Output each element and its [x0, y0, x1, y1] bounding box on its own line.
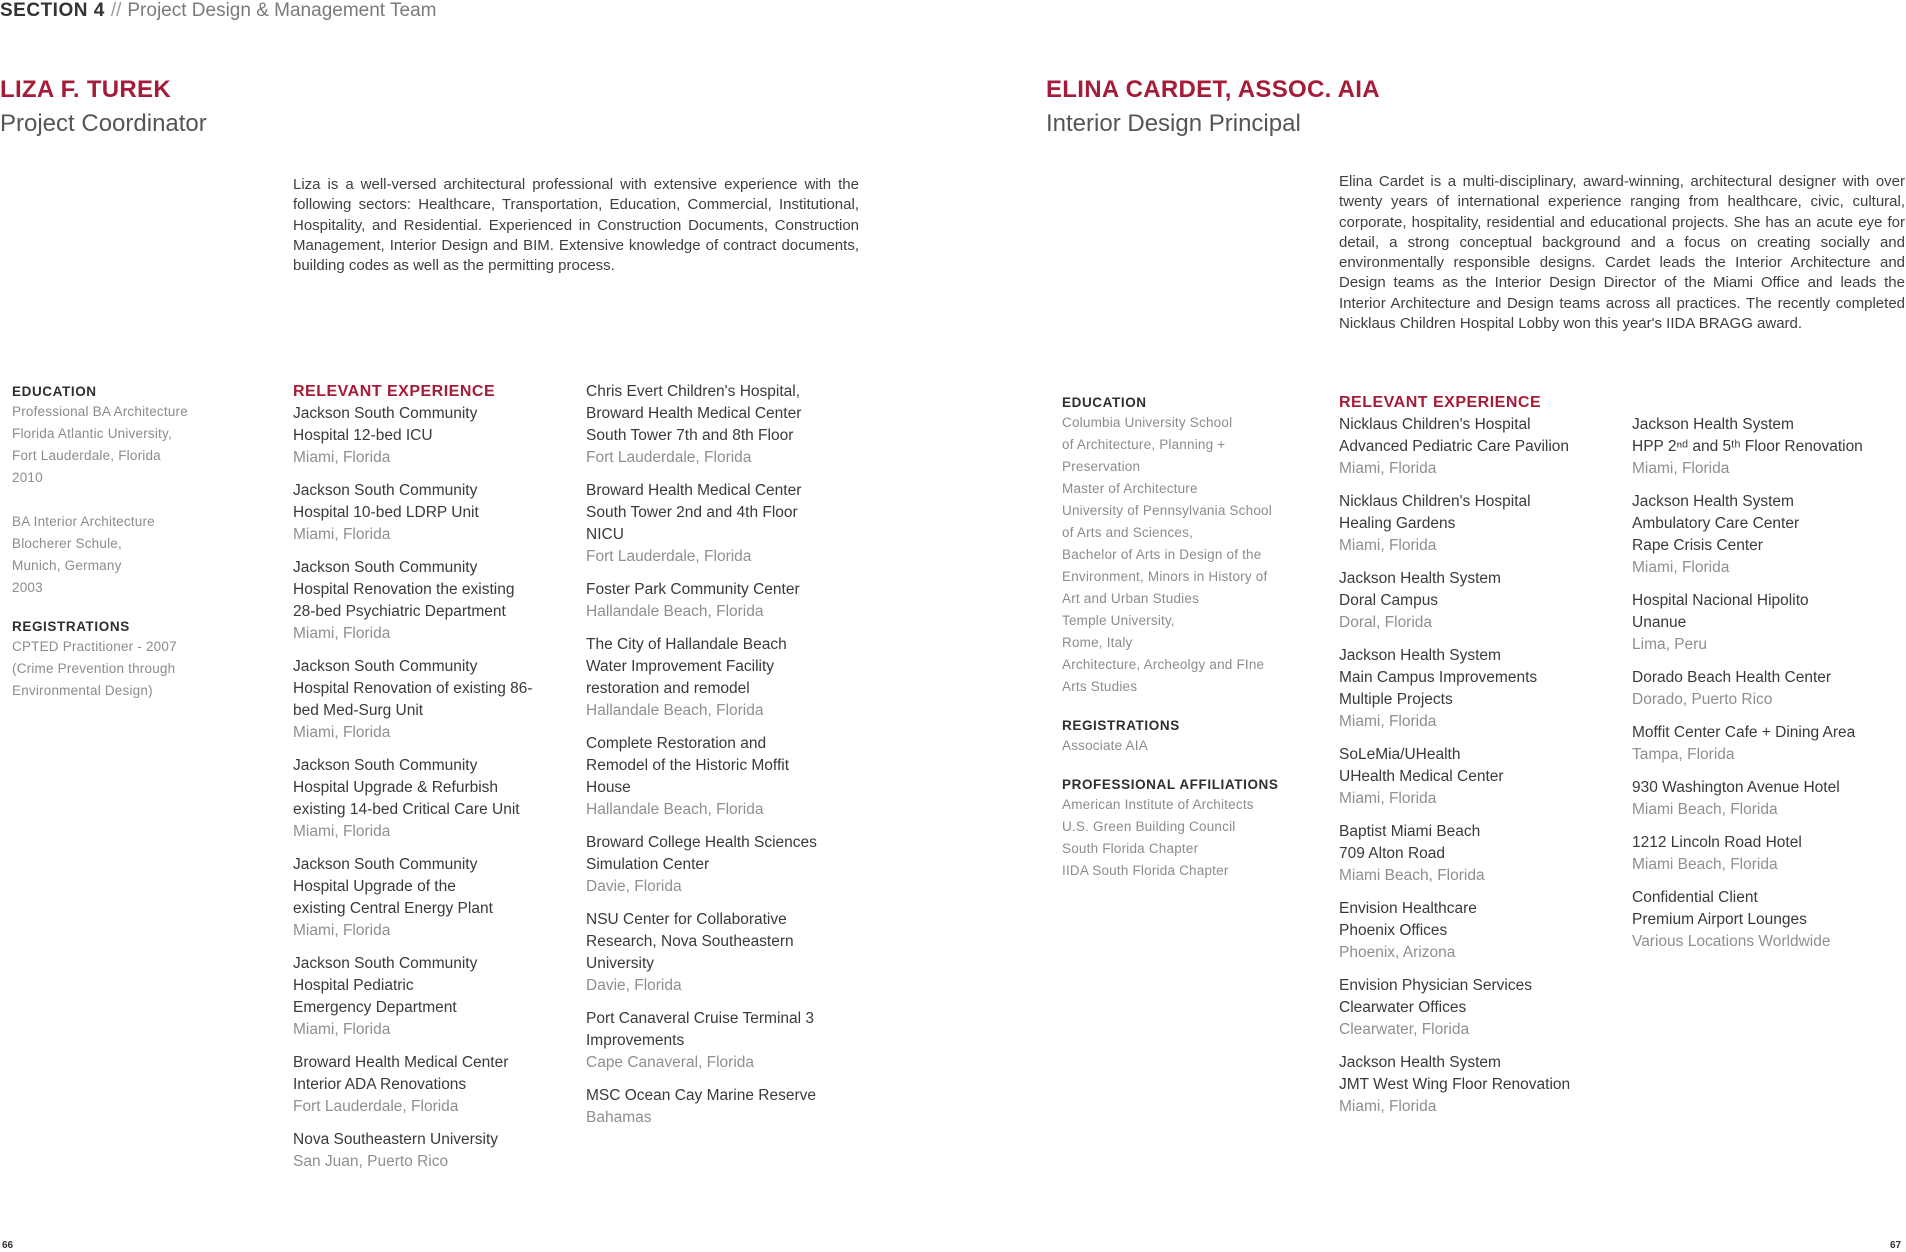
project-title: Jackson South Community Hospital Upgrade of the existing Central Energy Plant — [293, 856, 493, 917]
project-item — [586, 1085, 871, 1129]
project-location: Davie, Florida — [586, 878, 682, 895]
left-sidebar — [12, 384, 242, 702]
project-item — [586, 579, 871, 623]
project-item — [586, 832, 871, 898]
project-title: Broward College Health Sciences Simulation Center — [586, 834, 817, 873]
reg-line: Associate AIA — [1062, 738, 1148, 753]
project-item — [1632, 491, 1904, 579]
project-location: Various Locations Worldwide — [1632, 933, 1831, 950]
project-location: Miami, Florida — [293, 449, 391, 466]
left-person-name: LIZA F. TUREK — [0, 76, 171, 103]
project-item — [1632, 777, 1904, 821]
project-location: Phoenix, Arizona — [1339, 944, 1456, 961]
project-title: Jackson Health System Main Campus Improvements Multiple Projects — [1339, 647, 1538, 708]
left-experience-heading: RELEVANT EXPERIENCE — [293, 383, 496, 400]
reg-line: (Crime Prevention through — [12, 661, 176, 676]
edu-line: Blocherer Schule, — [12, 536, 122, 551]
edu-line: Temple University, — [1062, 613, 1175, 628]
project-title: Jackson South Community Hospital Upgrade & Refurbish existing 14-bed Critical Care Unit — [293, 757, 520, 818]
project-location: Bahamas — [586, 1109, 652, 1126]
edu-line: of Architecture, Planning + — [1062, 437, 1226, 452]
project-title: Moffit Center Cafe + Dining Area — [1632, 724, 1856, 741]
project-item — [1339, 975, 1629, 1041]
project-title: Jackson Health System Ambulatory Care Center Rape Crisis Center — [1632, 493, 1800, 554]
project-item — [293, 1129, 578, 1173]
left-bio: Liza is a well-versed architectural professional with extensive experience with the following sectors: Healthcare, Transportation, Education, Commercial, Institutional, Hospitality, and Residential. Experienced in Construction Documents, Construction Management, Interior Design and BIM. Extensive knowledge of contract documents, building codes as well as the permitting process. — [293, 176, 859, 275]
project-item — [586, 480, 871, 568]
project-item — [293, 854, 578, 942]
project-item — [293, 656, 578, 744]
project-title: The City of Hallandale Beach Water Improvement Facility restoration and remodel — [586, 636, 787, 697]
edu-line: Florida Atlantic University, — [12, 426, 172, 441]
project-title: Jackson South Community Hospital 12-bed ICU — [293, 405, 478, 444]
project-title: Confidential Client Premium Airport Lounges — [1632, 889, 1807, 928]
project-title: Envision Physician Services Clearwater Offices — [1339, 977, 1532, 1016]
project-title: Broward Health Medical Center Interior ADA Renovations — [293, 1054, 509, 1093]
affiliation-line: IIDA South Florida Chapter — [1062, 863, 1229, 878]
project-location: Fort Lauderdale, Florida — [586, 548, 752, 565]
project-title: Hospital Nacional Hipolito Unanue — [1632, 592, 1809, 631]
project-location: Fort Lauderdale, Florida — [293, 1098, 459, 1115]
project-location: Dorado, Puerto Rico — [1632, 691, 1773, 708]
project-title: Baptist Miami Beach 709 Alton Road — [1339, 823, 1481, 862]
edu-line: Columbia University School — [1062, 415, 1233, 430]
project-location: Miami, Florida — [1339, 1098, 1437, 1115]
left-person-role: Project Coordinator — [0, 110, 207, 137]
edu-line: 2003 — [12, 580, 43, 595]
affiliation-line: U.S. Green Building Council — [1062, 819, 1236, 834]
right-person-name: ELINA CARDET, ASSOC. AIA — [1046, 76, 1380, 103]
project-location: Miami, Florida — [293, 922, 391, 939]
project-item — [586, 909, 871, 997]
left-experience-col2 — [586, 381, 871, 1140]
project-location: Cape Canaveral, Florida — [586, 1054, 755, 1071]
project-title: SoLeMia/UHealth UHealth Medical Center — [1339, 746, 1504, 785]
right-education-heading: EDUCATION — [1062, 395, 1147, 410]
project-location: Miami Beach, Florida — [1339, 867, 1485, 884]
project-location: Miami, Florida — [1339, 790, 1437, 807]
project-location: Hallandale Beach, Florida — [586, 603, 764, 620]
left-education-2 — [12, 511, 242, 599]
project-item — [1632, 414, 1904, 480]
affiliation-line: American Institute of Architects — [1062, 797, 1254, 812]
project-item — [293, 557, 578, 645]
project-location: Hallandale Beach, Florida — [586, 702, 764, 719]
project-title: Jackson South Community Hospital Pediatric Emergency Department — [293, 955, 478, 1016]
project-title: Envision Healthcare Phoenix Offices — [1339, 900, 1477, 939]
project-location: Clearwater, Florida — [1339, 1021, 1470, 1038]
edu-line: Art and Urban Studies — [1062, 591, 1200, 606]
edu-line: Rome, Italy — [1062, 635, 1133, 650]
project-item — [293, 755, 578, 843]
project-title: Broward Health Medical Center South Tower 2nd and 4th Floor NICU — [586, 482, 802, 543]
project-item — [586, 1008, 871, 1074]
project-item — [1339, 645, 1629, 733]
edu-line: Master of Architecture — [1062, 481, 1198, 496]
section-header — [0, 0, 436, 22]
edu-line: Fort Lauderdale, Florida — [12, 448, 161, 463]
project-location: Miami, Florida — [1632, 559, 1730, 576]
edu-line: Arts Studies — [1062, 679, 1138, 694]
project-location: Tampa, Florida — [1632, 746, 1735, 763]
project-location: Miami, Florida — [293, 526, 391, 543]
project-item — [293, 403, 578, 469]
project-location: San Juan, Puerto Rico — [293, 1153, 449, 1170]
project-location: Miami, Florida — [1632, 460, 1730, 477]
project-item — [1339, 898, 1629, 964]
left-education-1 — [12, 401, 242, 489]
project-title: Foster Park Community Center — [586, 581, 800, 598]
right-registrations — [1062, 735, 1332, 757]
left-education-heading: EDUCATION — [12, 384, 97, 399]
edu-line: Professional BA Architecture — [12, 404, 188, 419]
project-location: Hallandale Beach, Florida — [586, 801, 764, 818]
project-location: Miami, Florida — [1339, 460, 1437, 477]
project-item — [1632, 667, 1904, 711]
project-title: Jackson South Community Hospital 10-bed LDRP Unit — [293, 482, 479, 521]
edu-line: Bachelor of Arts in Design of the — [1062, 547, 1262, 562]
page-number-right: 67 — [1890, 1240, 1902, 1251]
edu-line: BA Interior Architecture — [12, 514, 155, 529]
project-item — [293, 480, 578, 546]
section-title: Project Design & Management Team — [127, 0, 437, 21]
reg-line: Environmental Design) — [12, 683, 153, 698]
edu-line: Environment, Minors in History of — [1062, 569, 1268, 584]
edu-line: of Arts and Sciences, — [1062, 525, 1194, 540]
project-title: Jackson South Community Hospital Renovation of existing 86- bed Med-Surg Unit — [293, 658, 533, 719]
project-title: Nova Southeastern University — [293, 1131, 499, 1148]
project-item — [293, 1052, 578, 1118]
left-registrations-heading: REGISTRATIONS — [12, 619, 130, 634]
edu-line: Munich, Germany — [12, 558, 122, 573]
right-education — [1062, 412, 1332, 698]
project-location: Miami Beach, Florida — [1632, 856, 1778, 873]
project-item — [1632, 722, 1904, 766]
project-title: Nicklaus Children's Hospital Healing Gardens — [1339, 493, 1531, 532]
project-item — [1632, 887, 1904, 953]
left-registrations — [12, 636, 242, 702]
project-title: 1212 Lincoln Road Hotel — [1632, 834, 1802, 851]
project-title: 930 Washington Avenue Hotel — [1632, 779, 1840, 796]
right-registrations-heading: REGISTRATIONS — [1062, 718, 1180, 733]
project-item — [1339, 568, 1629, 634]
project-location: Miami, Florida — [293, 823, 391, 840]
project-location: Miami Beach, Florida — [1632, 801, 1778, 818]
right-experience-col1 — [1339, 414, 1629, 1129]
edu-line: Architecture, Archeolgy and FIne — [1062, 657, 1265, 672]
reg-line: CPTED Practitioner - 2007 — [12, 639, 177, 654]
project-title: Dorado Beach Health Center — [1632, 669, 1832, 686]
section-number: SECTION 4 — [0, 0, 105, 21]
edu-line: University of Pennsylvania School — [1062, 503, 1272, 518]
project-location: Lima, Peru — [1632, 636, 1707, 653]
project-location: Miami, Florida — [293, 1021, 391, 1038]
right-experience-col2 — [1632, 414, 1904, 964]
project-title: Chris Evert Children's Hospital, Broward Health Medical Center South Tower 7th and 8th Floor — [586, 383, 802, 444]
project-location: Miami, Florida — [293, 625, 391, 642]
project-item — [1339, 744, 1629, 810]
project-title: Jackson South Community Hospital Renovation the existing 28-bed Psychiatric Department — [293, 559, 515, 620]
project-title: MSC Ocean Cay Marine Reserve — [586, 1087, 816, 1104]
project-item — [586, 381, 871, 469]
project-title: NSU Center for Collaborative Research, Nova Southeastern University — [586, 911, 794, 972]
project-title: Port Canaveral Cruise Terminal 3 Improvements — [586, 1010, 815, 1049]
right-affiliations — [1062, 794, 1332, 882]
right-affiliations-heading: PROFESSIONAL AFFILIATIONS — [1062, 777, 1279, 792]
page-number-left: 66 — [2, 1240, 14, 1251]
project-item — [1632, 832, 1904, 876]
edu-line: 2010 — [12, 470, 43, 485]
project-title: Nicklaus Children's Hospital Advanced Pediatric Care Pavilion — [1339, 416, 1570, 455]
project-location: Davie, Florida — [586, 977, 682, 994]
project-item — [293, 953, 578, 1041]
project-title: Jackson Health System HPP 2ⁿᵈ and 5ᵗʰ Floor Renovation — [1632, 416, 1863, 455]
project-title: Complete Restoration and Remodel of the Historic Moffit House — [586, 735, 790, 796]
affiliation-line: South Florida Chapter — [1062, 841, 1199, 856]
project-location: Miami, Florida — [1339, 713, 1437, 730]
project-item — [1339, 1052, 1629, 1118]
right-person-role: Interior Design Principal — [1046, 110, 1301, 137]
right-bio: Elina Cardet is a multi-disciplinary, award-winning, architectural designer with over twenty years of international experience ranging from healthcare, civic, cultural, corporate, hospitality, residential and educational projects. She has an acute eye for detail, a strong conceptual background and a focus on creating socially and environmentally responsible designs. Cardet leads the Interior Architecture and Design teams as the Interior Design Director of the Miami Office and leads the Interior Architecture and Design teams across all practices. The recently completed Nicklaus Children Hospital Lobby won this year's IIDA BRAGG award. — [1339, 173, 1905, 333]
project-item — [586, 634, 871, 722]
project-item — [1632, 590, 1904, 656]
project-title: Jackson Health System JMT West Wing Floor Renovation — [1339, 1054, 1571, 1093]
project-title: Jackson Health System Doral Campus — [1339, 570, 1501, 609]
left-experience-col1 — [293, 403, 578, 1184]
project-location: Miami, Florida — [1339, 537, 1437, 554]
edu-line: Preservation — [1062, 459, 1141, 474]
project-item — [1339, 414, 1629, 480]
section-separator: // — [110, 0, 122, 21]
project-item — [586, 733, 871, 821]
project-location: Miami, Florida — [293, 724, 391, 741]
project-item — [1339, 491, 1629, 557]
project-location: Fort Lauderdale, Florida — [586, 449, 752, 466]
project-item — [1339, 821, 1629, 887]
right-sidebar — [1062, 395, 1332, 882]
project-location: Doral, Florida — [1339, 614, 1433, 631]
right-experience-heading: RELEVANT EXPERIENCE — [1339, 394, 1542, 411]
